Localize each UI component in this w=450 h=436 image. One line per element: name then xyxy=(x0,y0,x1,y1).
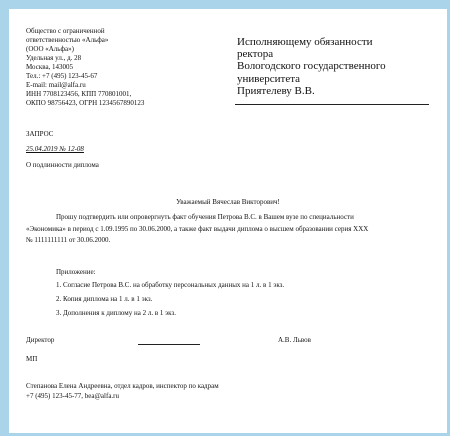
attachment-item: 1. Согласие Петрова В.С. на обработку персональных данных на 1 л. в 1 экз. xyxy=(56,281,285,289)
sender-line: ИНН 7708123456, КПП 770801001, xyxy=(26,90,132,98)
document-page xyxy=(9,9,447,433)
addressee-line: Исполняющему обязанности xyxy=(237,36,373,48)
sender-line: Тел.: +7 (495) 123-45-67 xyxy=(26,72,98,80)
body-paragraph xyxy=(26,212,431,247)
executor-name: Степанова Елена Андреевна, отдел кадров, инспектор по кадрам xyxy=(26,382,219,390)
sender-line: E-mail: mail@alfa.ru xyxy=(26,81,86,89)
addressee-underline xyxy=(235,104,429,105)
attachments-title: Приложение: xyxy=(56,268,96,276)
document-frame xyxy=(3,3,447,433)
signature-line xyxy=(138,344,200,345)
sender-line: Удельная ул., д. 28 xyxy=(26,54,82,62)
date-and-number: 25.04.2019 № 12-08 xyxy=(26,145,84,153)
stamp-place: МП xyxy=(26,355,38,363)
sender-line: ответственностью «Альфа» xyxy=(26,36,109,44)
attachment-item: 3. Дополнения к диплому на 2 л. в 1 экз. xyxy=(56,309,176,317)
body-line: Прошу подтвердить или опровергнуть факт обучения Петрова В.С. в Вашем вузе по специальности xyxy=(56,213,354,221)
executor-contacts: +7 (495) 123-45-77, bea@alfa.ru xyxy=(26,392,120,400)
executor-block xyxy=(26,381,219,401)
sender-line: Москва, 143005 xyxy=(26,63,74,71)
addressee-block xyxy=(237,36,386,97)
addressee-line: Приятелеву В.В. xyxy=(237,84,315,97)
attachment-item: 2. Копия диплома на 1 л. в 1 экз. xyxy=(56,295,153,303)
sender-line: ОКПО 98756423, ОГРН 1234567890123 xyxy=(26,99,145,107)
addressee-line: университета xyxy=(237,72,301,85)
addressee-line: ректора xyxy=(237,48,274,61)
subject-line: О подлинности диплома xyxy=(26,161,99,169)
sender-block xyxy=(26,27,144,108)
addressee-line: Вологодского государственного xyxy=(237,60,386,73)
signer-position: Директор xyxy=(26,336,55,344)
sender-line: Общество с ограниченной xyxy=(26,27,105,35)
body-line: № 1111111111 от 30.06.2000. xyxy=(26,236,111,244)
signer-name: А.В. Львов xyxy=(278,336,311,344)
body-line: «Экономика» в период с 1.09.1995 по 30.06.2000, а также факт выдачи диплома о высшем образовании серия ХХХ xyxy=(26,224,369,233)
document-type: ЗАПРОС xyxy=(26,130,54,138)
greeting: Уважаемый Вячеслав Викторович! xyxy=(176,198,280,206)
sender-line: (ООО «Альфа») xyxy=(26,45,74,53)
